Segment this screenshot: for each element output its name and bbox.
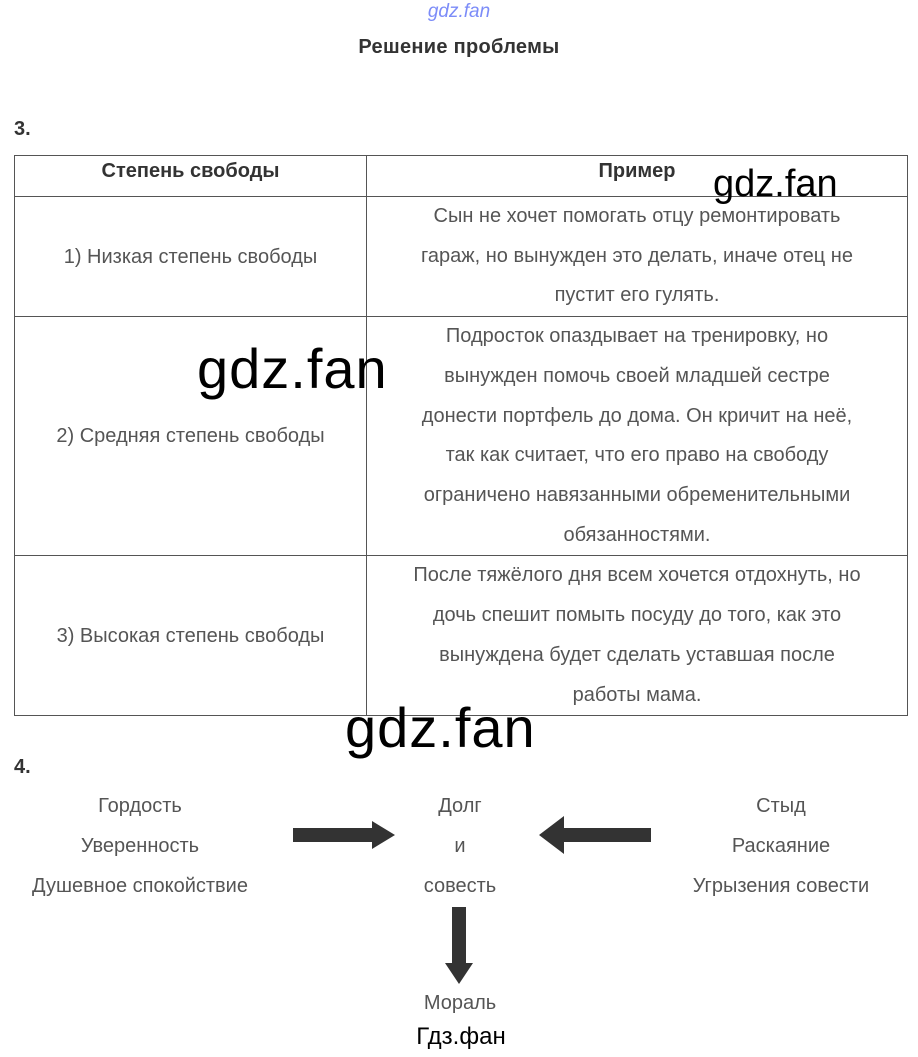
example-line: донести портфель до дома. Он кричит на неё, bbox=[421, 404, 853, 427]
table-row bbox=[15, 197, 908, 317]
list-item: и bbox=[454, 835, 466, 857]
example-line: гараж, но вынужден это делать, иначе отец не bbox=[421, 244, 853, 267]
list-item: Долг bbox=[438, 795, 482, 817]
example-cell bbox=[367, 556, 908, 716]
footer-watermark: Гдз.фан bbox=[416, 1023, 506, 1050]
positive-feelings-list bbox=[0, 786, 280, 906]
page-title: Решение проблемы bbox=[358, 36, 560, 58]
example-cell bbox=[367, 317, 908, 556]
negative-feelings-list bbox=[640, 786, 918, 906]
duty-conscience-block bbox=[380, 786, 540, 906]
list-item: Раскаяние bbox=[731, 835, 831, 857]
header-degree: Степень свободы bbox=[15, 156, 367, 197]
table-row bbox=[15, 556, 908, 716]
section-3-number: 3. bbox=[14, 118, 31, 140]
example-line: Сын не хочет помогать отцу ремонтировать bbox=[433, 205, 841, 227]
list-item: Уверенность bbox=[80, 835, 200, 857]
example-line: Подросток опаздывает на тренировку, но bbox=[445, 325, 829, 348]
arrow-down-icon bbox=[445, 907, 473, 984]
example-line: пустит его гулять. bbox=[554, 284, 720, 307]
degree-cell: 1) Низкая степень свободы bbox=[15, 197, 367, 317]
watermark-top: gdz.fan bbox=[427, 1, 491, 22]
example-line: вынужден помочь своей младшей сестре bbox=[444, 364, 830, 387]
example-line: вынуждена будет сделать уставшая после bbox=[439, 643, 835, 666]
example-line: После тяжёлого дня всем хочется отдохнуть, но bbox=[413, 564, 861, 587]
section-4-number: 4. bbox=[14, 756, 31, 778]
degree-cell: 2) Средняя степень свободы bbox=[15, 317, 367, 556]
morality-label: Мораль bbox=[423, 992, 497, 1014]
example-cell bbox=[367, 197, 908, 317]
list-item: Гордость bbox=[98, 795, 182, 817]
example-line: обязанностями. bbox=[563, 523, 711, 546]
example-line: работы мама. bbox=[572, 683, 702, 706]
example-line: так как считает, что его право на свободу bbox=[445, 444, 829, 467]
list-item: Стыд bbox=[756, 795, 806, 817]
list-item: Угрызения совести bbox=[692, 875, 870, 897]
header-example: Пример bbox=[367, 156, 908, 197]
arrow-left-icon bbox=[539, 816, 651, 854]
watermark-table-header: gdz.fan bbox=[713, 163, 838, 205]
list-item: Душевное спокойствие bbox=[32, 875, 248, 897]
freedom-table bbox=[14, 155, 908, 716]
watermark-big-2: gdz.fan bbox=[345, 696, 536, 759]
watermark-big-1: gdz.fan bbox=[197, 337, 388, 400]
degree-cell: 3) Высокая степень свободы bbox=[15, 556, 367, 716]
table-row bbox=[15, 317, 908, 556]
example-line: дочь спешит помыть посуду до того, как это bbox=[432, 604, 842, 627]
list-item: совесть bbox=[423, 875, 497, 897]
example-line: ограничено навязанными обременительными bbox=[423, 483, 851, 506]
